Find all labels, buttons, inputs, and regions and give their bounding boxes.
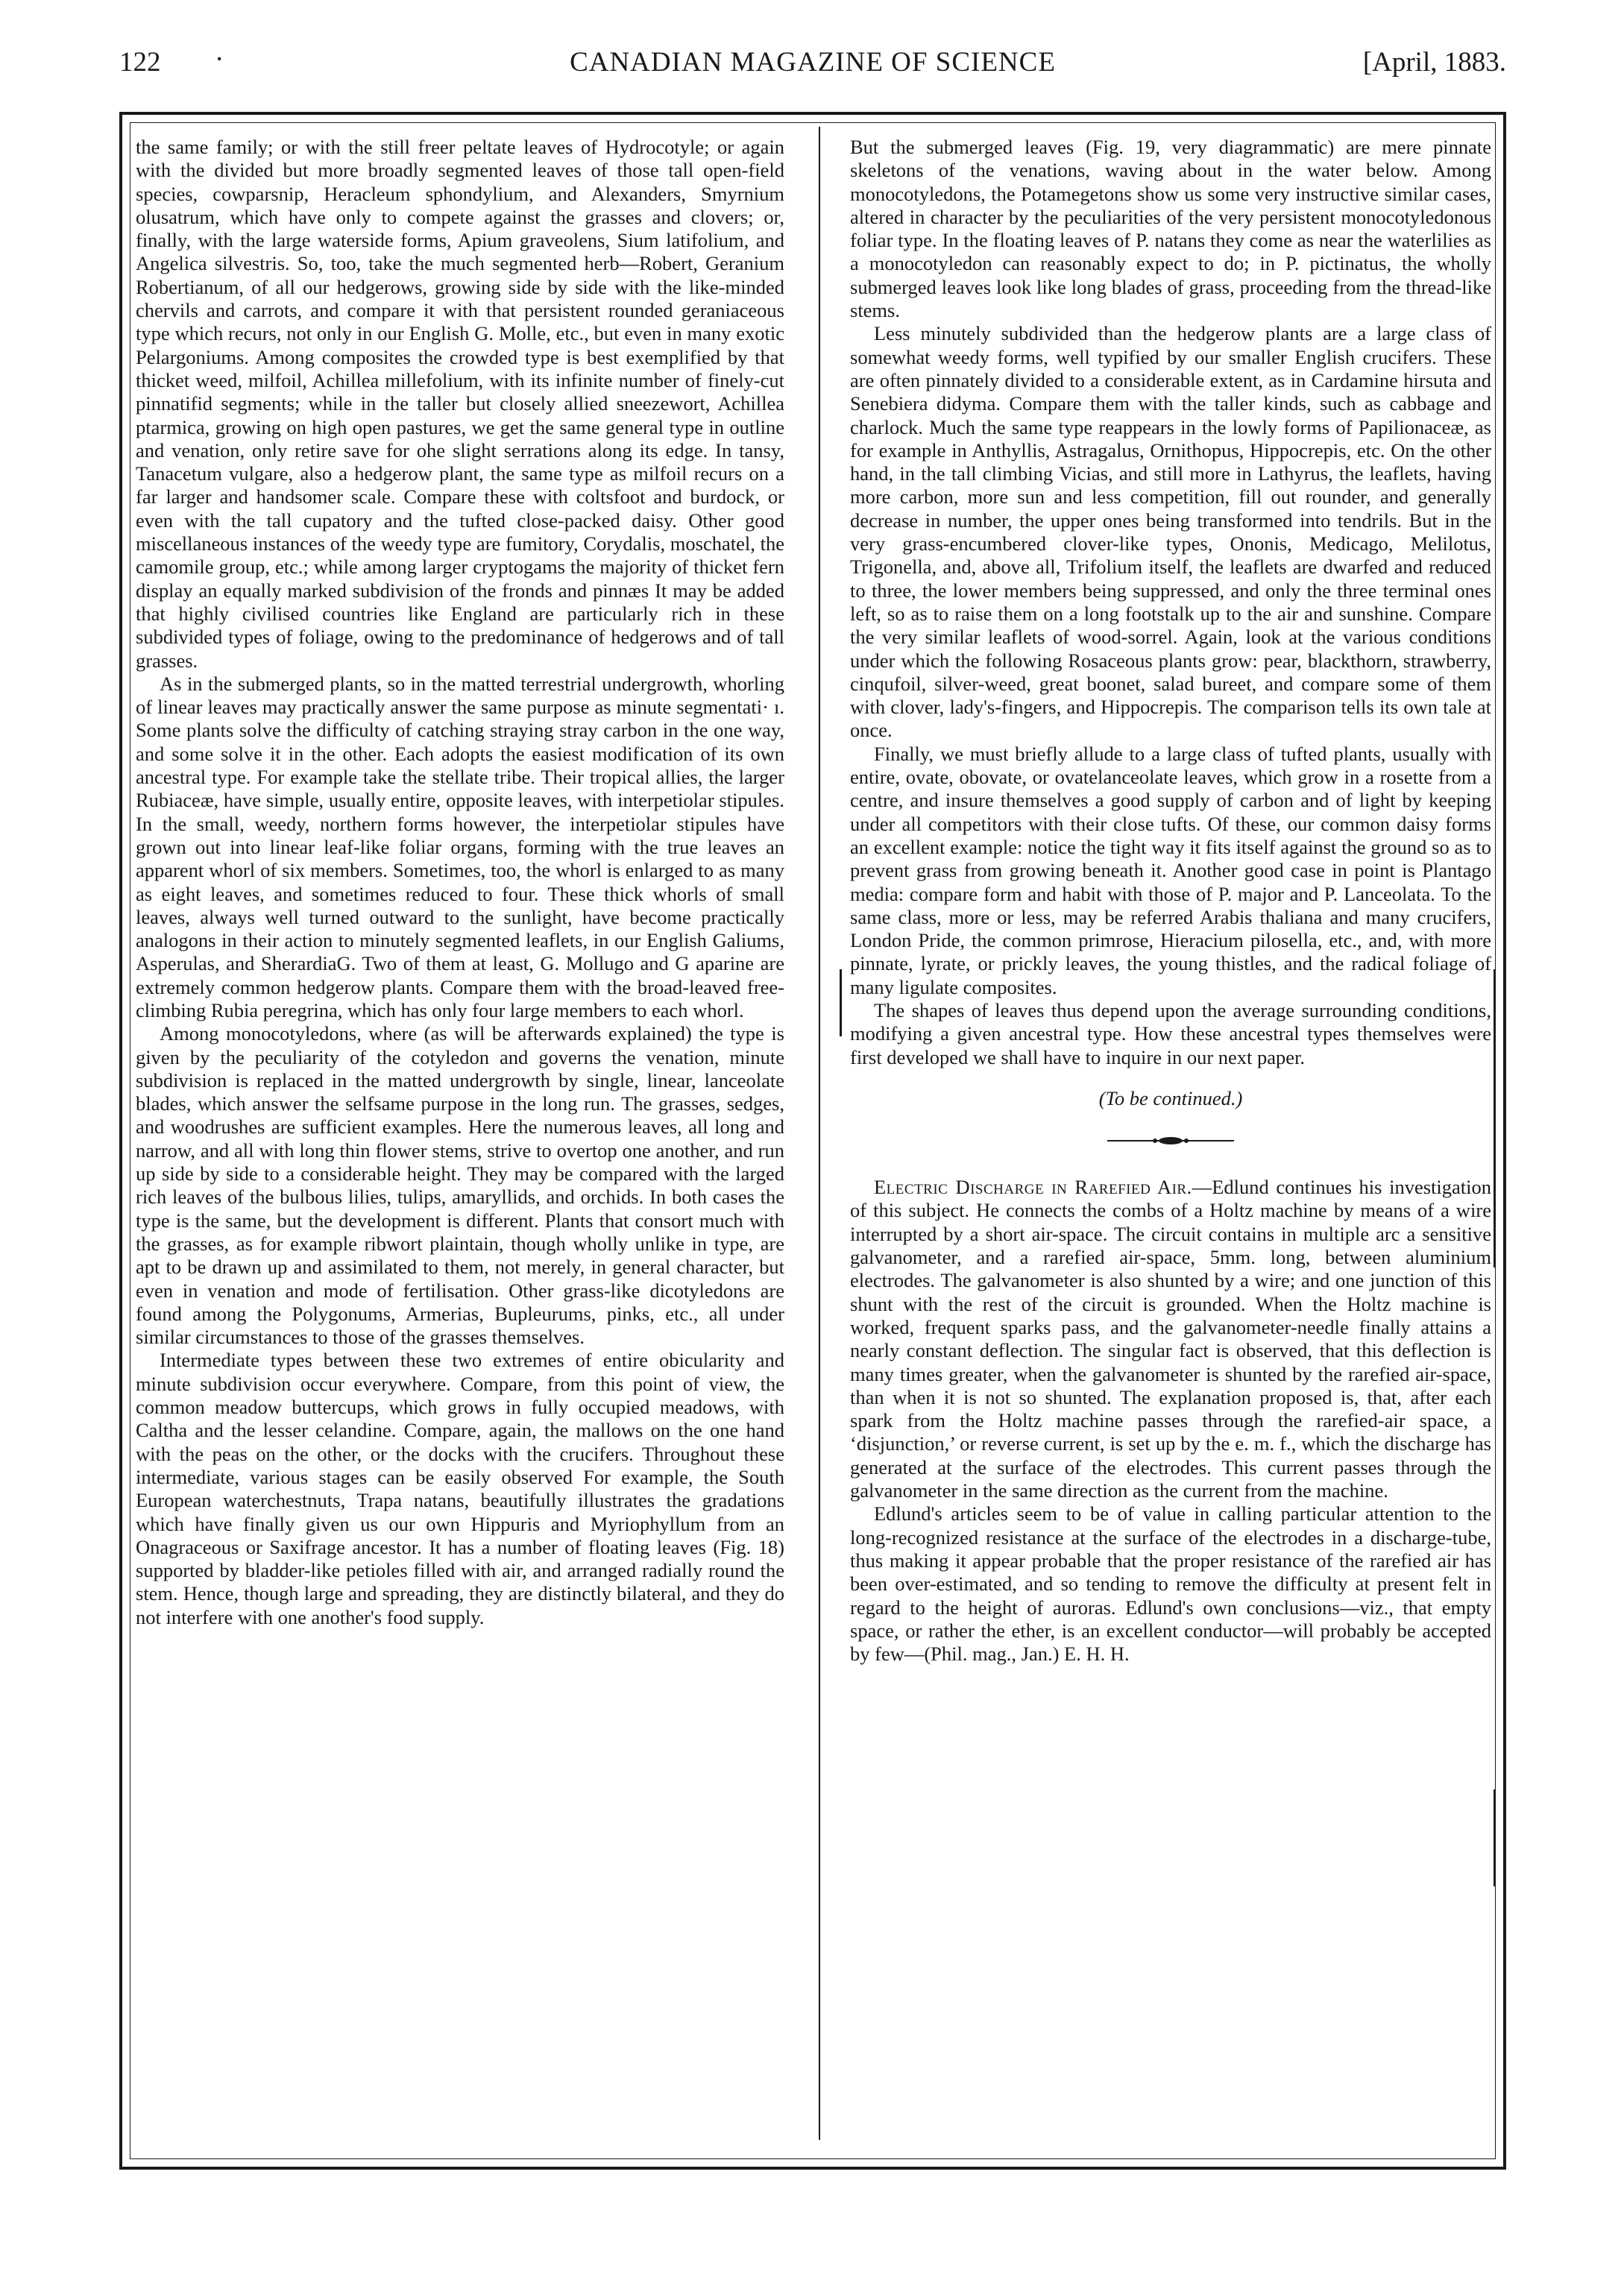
to-be-continued: (To be continued.) [1098,1086,1243,1109]
section-divider-ornament [1107,1136,1234,1146]
column-rule [819,127,820,2140]
issue-date: [April, 1883. [1362,47,1506,78]
page-number: 122 [119,47,161,78]
margin-mark-left [840,969,842,1036]
paragraph: Intermediate types between these two extremes of entire obicularity and minute subdivision occur everywhere. Compare, from this point of view, the common meadow buttercups, which grows in fully occupied meadows, with Caltha and the lesser celandine. Compare, again, the mallows on the one hand with the peas on the other, or the docks with the crucifers. Throughout these intermediate, various stages can be easily observed For example, the South European waterchestnuts, Trapa natans, beautifully illustrates the gradations which have finally given us our own Hippuris and Myriophyllum from an Onagraceous or Saxifrage ancestor. It has a number of floating leaves (Fig. 18) supported by bladder-like petioles filled with air, and arranged radially round the stem. Hence, though large and spreading, they are distinctly bilateral, and they do not interfere with one another's food supply. [136,1349,784,1628]
paragraph: But the submerged leaves (Fig. 19, very diagrammatic) are mere pinnate skeletons of the venations, waving about in the water below. Among monocotyledons, the Potamegetons show us some very instructive similar cases, altered in character by the peculiarities of the very persistent monocotyledonous foliar type. In the floating leaves of P. natans they come as near the waterlilies as a monocotyledon can reasonably expect to do; in P. pictinatus, the wholly submerged leaves look like long blades of grass, proceeding from the thread-like stems. [850,136,1491,322]
paragraph: Among monocotyledons, where (as will be afterwards explained) the type is given by the peculiarity of the cotyledon and governs the venation, minute subdivision is replaced in the matted undergrowth by single, linear, lanceolate blades, which answer the selfsame purpose in the long run. The grasses, sedges, and woodrushes are sufficient examples. Here the numerous leaves, all long and narrow, and all with long thin flower stems, strive to overtop one another, and run up side by side to a considerable height. They may be compared with the larged rich leaves of the bulbous lilies, tulips, amaryllids, and orchids. In both cases the type is the same, but the development is different. Plants that consort much with the grasses, as for example ribwort plaintain, though wholly unlike in type, are apt to be drawn up and assimilated to them, not merely, in general character, but even in venation and mode of fertilisation. Other grass-like dicotyledons are found among the Polygonums, Armerias, Bupleurums, pinks, etc., all under similar circumstances to those of the grasses themselves. [136,1022,784,1349]
paragraph: As in the submerged plants, so in the matted terrestrial undergrowth, whorling of linear leaves may practically answer the same purpose as minute segmentati· ı. Some plants solve the difficulty of catching straying stray carbon in the one way, and some solve it in the other. Each adopts the easiest modification of its own ancestral type. For example take the stellate tribe. Their tropical allies, the larger Rubiaceæ, have simple, usually entire, opposite leaves, with interpetiolar stipules. In the small, weedy, northern forms however, the interpetiolar stipules have grown out into linear leaf-like foliar organs, forming with the true leaves an apparent whorl of six members. Sometimes, too, the whorl is enlarged to as many as eight leaves, and sometimes reduced to four. These thick whorls of small leaves, always well turned outward to the sunlight, have become practically analogons in their action to minutely segmented leaflets, in our English Galiums, Asperulas, and SherardiaG. Two of them at least, G. Mollugo and G aparine are extremely common hedgerow plants. Compare them with the broad-leaved free-climbing Rubia peregrina, which has only four large members to each whorl. [136,672,784,1021]
left-column [136,136,784,2149]
news-note [850,1176,1491,1502]
margin-mark-right [1494,969,1496,1267]
journal-title: CANADIAN MAGAZINE OF SCIENCE [570,47,1056,78]
paragraph: Edlund's articles seem to be of value in calling particular attention to the long-recognized resistance at the surface of the electrodes in a discharge-tube, thus making it appear probable that the proper resistance of the rarefied air has been over-estimated, and so tending to remove the difficulty at present felt in regard to the height of auroras. Edlund's own conclusions—viz., that empty space, or rather the ether, is an excellent conductor—will probably be accepted by few—(Phil. mag., Jan.) E. H. H. [850,1502,1491,1666]
header-dot: · [215,44,224,75]
paragraph: Less minutely subdivided than the hedgerow plants are a large class of somewhat weedy forms, well typified by our smaller English crucifers. These are often pinnately divided to a considerable extent, as in Cardamine hirsuta and Senebiera didyma. Compare them with the taller kinds, such as cabbage and charlock. Much the same type reappears in the lowly forms of Papilionaceæ, as for example in Anthyllis, Astragalus, Ornithopus, Hippocrepis, etc. On the other hand, in the tall climbing Vicias, and still more in Lathyrus, the leaflets, having more carbon, more sun and less competition, fill out rounder, and generally decrease in number, the upper ones being transformed into tendrils. But in the very grass-encumbered clover-like types, Ononis, Medicago, Melilotus, Trigonella, and, above all, Trifolium itself, the leaflets are dwarfed and reduced to three, the lower members being suppressed, and only the three terminal ones left, so as to raise them on a long footstalk up to the air and sunshine. Compare the very similar leaflets of wood-sorrel. Again, look at the various conditions under which the following Rosaceous plants grow: pear, blackthorn, strawberry, cinqufoil, silver-weed, great boonet, salad bureet, and compare some of them with clover, lady's-fingers, and Hippocrepis. The comparison tells its own tale at once. [850,322,1491,742]
note-body: —Edlund continues his investigation of this subject. He connects the combs of a Holtz machine by means of a wire interrupted by a short air-space. The circuit contains in multiple arc a sensitive galvanometer, and a rarefied air-space, 5mm. long, between aluminium electrodes. The galvanometer is also shunted by a wire; and one junction of this shunt with the rest of the circuit is grounded. When the Holtz machine is worked, frequent sparks pass, and the galvanometer-needle finally attains a nearly constant deflection. The singular fact is observed, that this deflection is many times greater, when the galvanometer is shunted by the rarefied air-space, than when it is not so shunted. The explanation proposed is, that, after each spark from the Holtz machine passes through the rarefied-air space, a ‘disjunction,’ or reverse current, is set up by the e. m. f., which the discharge has generated at the surface of the electrodes. This current passes through the galvanometer in the same direction as the current from the machine. [850,1176,1491,1502]
paragraph: The shapes of leaves thus depend upon the average surrounding conditions, modifying a given ancestral type. How these ancestral types themselves were first developed we shall have to inquire in our next paper. [850,998,1491,1068]
margin-mark-right-lower [1494,1789,1496,1886]
paragraph: the same family; or with the still freer peltate leaves of Hydrocotyle; or again with the divided but more broadly segmented leaves of those tall open-field species, cowparsnip, Heracleum sphondylium, and Alexanders, Smyrnium olusatrum, which have only to compete against the grasses and clovers; or, finally, with the large waterside forms, Apium graveolens, Sium latifolium, and Angelica silvestris. So, too, take the much segmented herb—Robert, Geranium Robertianum, of all our hedgerows, growing side by side with the like-minded chervils and carrots, and compare it with that persistent rounded geraniaceous type which recurs, not only in our English G. Molle, etc., but even in many exotic Pelargoniums. Among composites the crowded type is best exemplified by that thicket weed, milfoil, Achillea millefolium, with its infinite number of finely-cut pinnatifid segments; while in the taller but closely allied sneezewort, Achillea ptarmica, growing on high open pastures, we get the same general type in outline and venation, only retire save for ohe slight serrations along its edge. In tansy, Tanacetum vulgare, also a hedgerow plant, the same type as milfoil recurs on a far larger and handsomer scale. Compare these with coltsfoot and burdock, or even with the tall cupatory and the tufted close-packed daisy. Other good miscellaneous instances of the weedy type are fumitory, Corydalis, moschatel, the camomile group, etc.; while among larger cryptogams the majority of thicket fern display an equally marked subdivision of the fronds and pinnæs It may be added that highly civilised countries like England are particularly rich in these subdivided types of foliage, owing to the predominance of hedgerows and of tall grasses. [136,136,784,672]
running-header [119,46,1506,84]
right-column [850,136,1491,2149]
paragraph: Finally, we must briefly allude to a large class of tufted plants, usually with entire, ovate, obovate, or ovatelanceolate leaves, which grow in a rosette from a centre, and insure themselves a good supply of carbon and of light by keeping under all competitors with their close tufts. Of these, our common daisy forms an excellent example: notice the tight way it fits itself against the ground so as to prevent grass from growing beneath it. Another good case in point is Plantago media: compare form and habit with those of P. major and P. Lanceolata. To the same class, more or less, may be referred Arabis thaliana and many crucifers, London Pride, the common primrose, Hieracium pilosella, etc., and, with more pinnate, lyrate, or prickly leaves, the young thistles, and the radical foliage of many ligulate composites. [850,742,1491,998]
note-heading: Electric Discharge in Rarefied Air. [874,1176,1192,1199]
